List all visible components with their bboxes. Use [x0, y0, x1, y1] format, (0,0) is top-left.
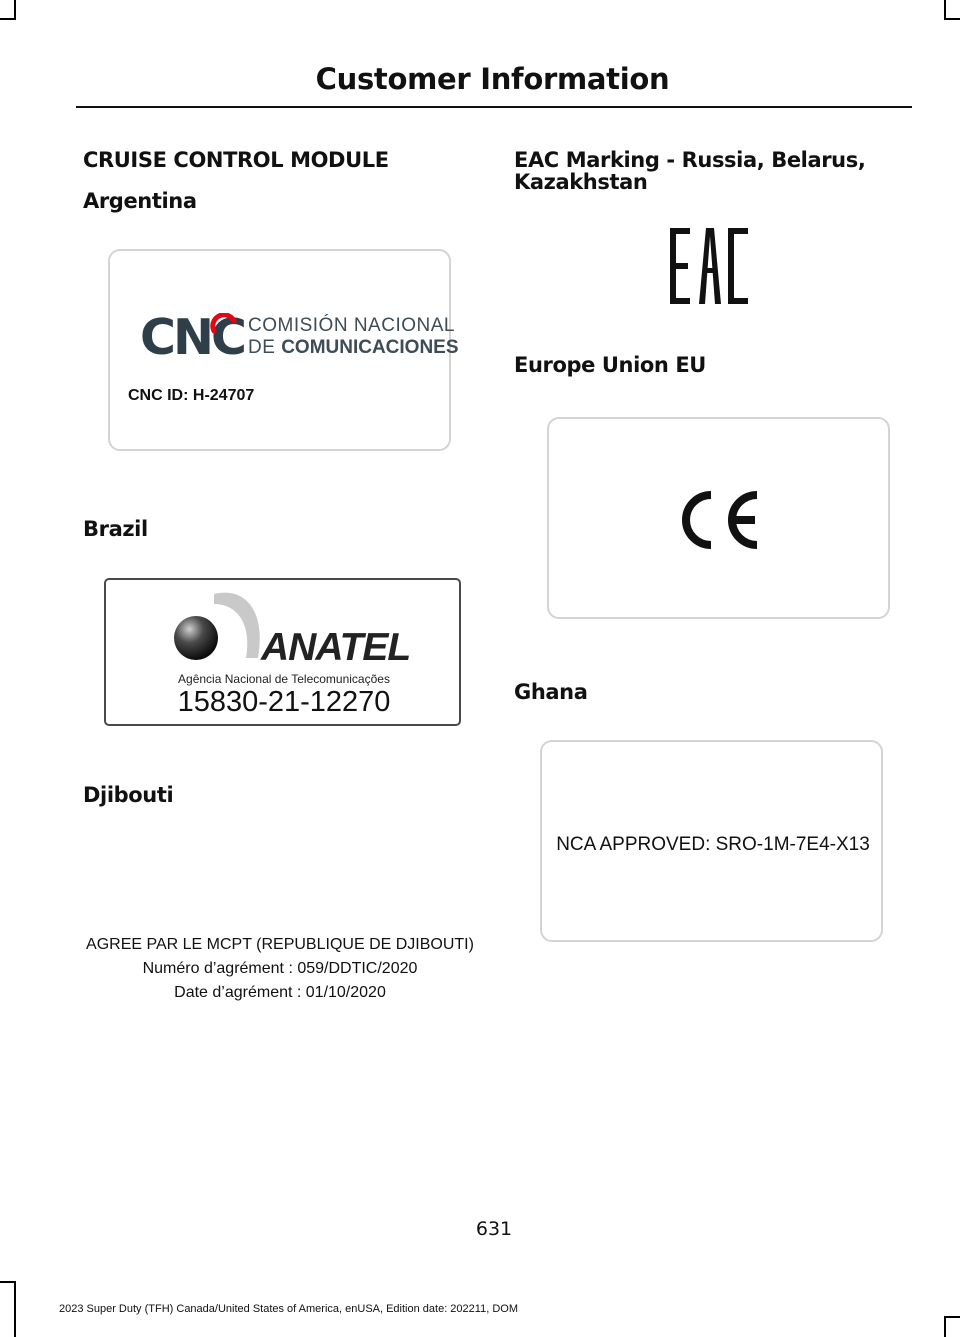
cnc-logo-bold: COMUNICACIONES — [281, 337, 459, 358]
crop-mark — [14, 1281, 16, 1337]
cnc-logo-line1: COMISIÓN NACIONAL — [248, 315, 455, 336]
crop-mark — [944, 1316, 960, 1318]
djibouti-line3: Date d’agrément : 01/10/2020 — [174, 984, 386, 1001]
ghana-approval: NCA APPROVED: SRO-1M-7E4-X13 — [556, 834, 870, 855]
crop-mark — [944, 1316, 946, 1337]
heading-djibouti: Djibouti — [83, 783, 174, 807]
crop-mark — [944, 18, 960, 20]
djibouti-line2: Numéro d’agrément : 059/DDTIC/2020 — [142, 960, 418, 977]
crop-mark — [14, 0, 16, 20]
page-title: Customer Information — [315, 62, 670, 96]
anatel-logo-word: ANATEL — [261, 626, 411, 669]
ce-label-card — [547, 417, 890, 619]
section-title: CRUISE CONTROL MODULE — [83, 148, 389, 172]
anatel-label-card — [104, 578, 461, 726]
anatel-globe-icon — [166, 588, 276, 668]
cnc-logo-prefix: DE — [248, 337, 276, 358]
eac-mark-icon — [670, 228, 748, 304]
cnc-logo-line2 — [248, 337, 459, 359]
heading-eac-line2: Kazakhstan — [514, 170, 648, 194]
cnc-label-card — [108, 249, 459, 451]
cnc-id: CNC ID: H-24707 — [128, 387, 255, 404]
djibouti-line1: AGREE PAR LE MCPT (REPUBLIQUE DE DJIBOUTI) — [86, 936, 474, 953]
crop-mark — [0, 18, 16, 20]
ce-mark-icon — [677, 489, 761, 551]
crop-mark — [0, 1281, 16, 1283]
anatel-agency-name: Agência Nacional de Telecomunicações — [178, 672, 390, 686]
edition-footer: 2023 Super Duty (TFH) Canada/United States of America, enUSA, Edition date: 202211, DOM — [59, 1303, 518, 1315]
page-number: 631 — [475, 1218, 513, 1240]
heading-eac-line1: EAC Marking - Russia, Belarus, — [514, 148, 866, 172]
heading-brazil: Brazil — [83, 517, 148, 541]
ghana-label-card — [540, 740, 883, 942]
cnc-logo-letters: CNC — [140, 309, 244, 366]
anatel-number: 15830-21-12270 — [177, 686, 391, 718]
heading-argentina: Argentina — [83, 189, 197, 213]
heading-ghana: Ghana — [514, 680, 588, 704]
crop-mark — [944, 0, 946, 20]
heading-eu: Europe Union EU — [514, 353, 706, 377]
cnc-red-swoosh-icon — [210, 313, 238, 339]
title-rule — [76, 106, 912, 108]
